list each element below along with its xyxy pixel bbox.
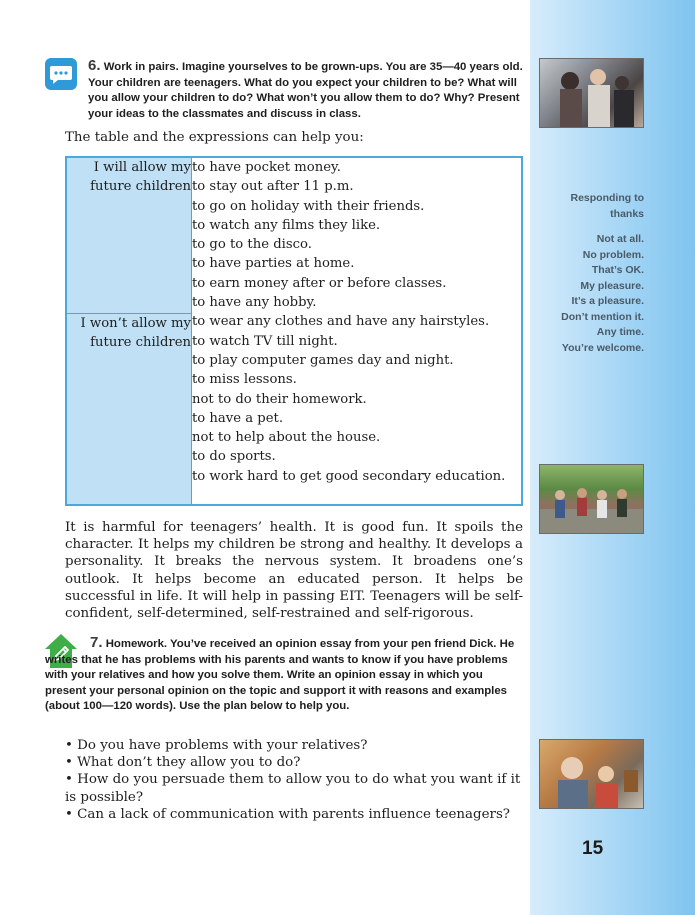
note-heading: Responding to thanks	[570, 192, 644, 220]
table-intro: The table and the expressions can help you:	[65, 130, 364, 145]
activity-item: to earn money after or before classes.	[192, 275, 447, 291]
photo-group-of-teens	[539, 464, 644, 534]
note-item: No problem.	[582, 248, 644, 261]
plan-item: • What don’t they allow you to do?	[65, 755, 301, 771]
activity-item: to do sports.	[192, 449, 276, 465]
responding-to-thanks-note	[548, 190, 644, 356]
activity-item: not to do their homework.	[192, 391, 367, 407]
activity-item: to watch any films they like.	[192, 217, 381, 233]
task-number: 7.	[90, 634, 103, 651]
plan-item: • How do you persuade them to allow you to do what you want if it is possible?	[65, 772, 521, 805]
activity-item: to have parties at home.	[192, 256, 355, 272]
allow-table	[65, 156, 523, 506]
activity-item: to play computer games day and night.	[192, 352, 454, 368]
activity-item: to watch TV till night.	[192, 333, 338, 349]
note-item: That’s OK.	[591, 264, 644, 276]
task-text: Work in pairs. Imagine yourselves to be grown-ups. You are 35—40 years old. Your children are teenagers. What do you expect your children to be? What will you allow your children to do? What won’t you allow them to do? Why? Present your ideas to the classmates and discuss in class.	[88, 61, 523, 120]
task-text: Homework. You’ve received an opinion essay from your pen friend Dick. He writes that he has problems with his parents and wants to know if you have problems with your relatives and how you solve them. Write an opinion essay in which you present your personal opinion on the topic and support it with reasons and examples (about 100—120 words). Use the plan below to help you.	[45, 638, 515, 713]
plan-item: • Do you have problems with your relatives?	[65, 738, 368, 753]
disallow-label: I won’t allow my future children	[66, 314, 192, 506]
photo-teenagers-with-parent	[539, 58, 644, 128]
activity-list	[192, 157, 523, 505]
activity-item: to miss lessons.	[192, 372, 297, 388]
page-number: 15	[582, 838, 604, 859]
note-item: My pleasure.	[580, 279, 644, 292]
note-item: Not at all.	[596, 233, 644, 245]
photo-grandfather-and-boy	[539, 739, 644, 809]
note-item: It’s a pleasure.	[571, 295, 644, 307]
activity-item: to stay out after 11 p.m.	[192, 179, 354, 195]
task-6-instruction	[88, 58, 526, 122]
activity-item: not to help about the house.	[192, 430, 381, 446]
note-item: Don’t mention it.	[561, 310, 644, 323]
note-item: Any time.	[596, 326, 644, 338]
plan-item: • Can a lack of communication with parents influence teenagers?	[65, 806, 510, 822]
note-item: You’re welcome.	[561, 341, 644, 354]
activity-item: to wear any clothes and have any hairstyles.	[192, 314, 490, 330]
allow-label: I will allow my future children	[66, 157, 192, 314]
essay-plan-list	[65, 737, 523, 823]
expressions-paragraph: It is harmful for teenagers’ health. It is good fun. It spoils the character. It helps my children be strong and healthy. It develops a personality. It breaks the nervous system. It broadens one’s outlook. It helps become an educated person. It helps be successful in life. It will help in passing EIT. Teenagers will be self-confident, self-determined, self-restrained and self-rigorous.	[65, 520, 523, 622]
speech-bubble-icon	[45, 58, 77, 90]
activity-item: to have pocket money.	[192, 160, 341, 175]
task-7-instruction	[45, 635, 523, 715]
task-number: 6.	[88, 57, 101, 74]
activity-item: to work hard to get good secondary education.	[192, 468, 506, 484]
activity-item: to go on holiday with their friends.	[192, 198, 425, 214]
activity-item: to go to the disco.	[192, 237, 312, 253]
activity-item: to have any hobby.	[192, 295, 317, 311]
activity-item: to have a pet.	[192, 410, 284, 426]
